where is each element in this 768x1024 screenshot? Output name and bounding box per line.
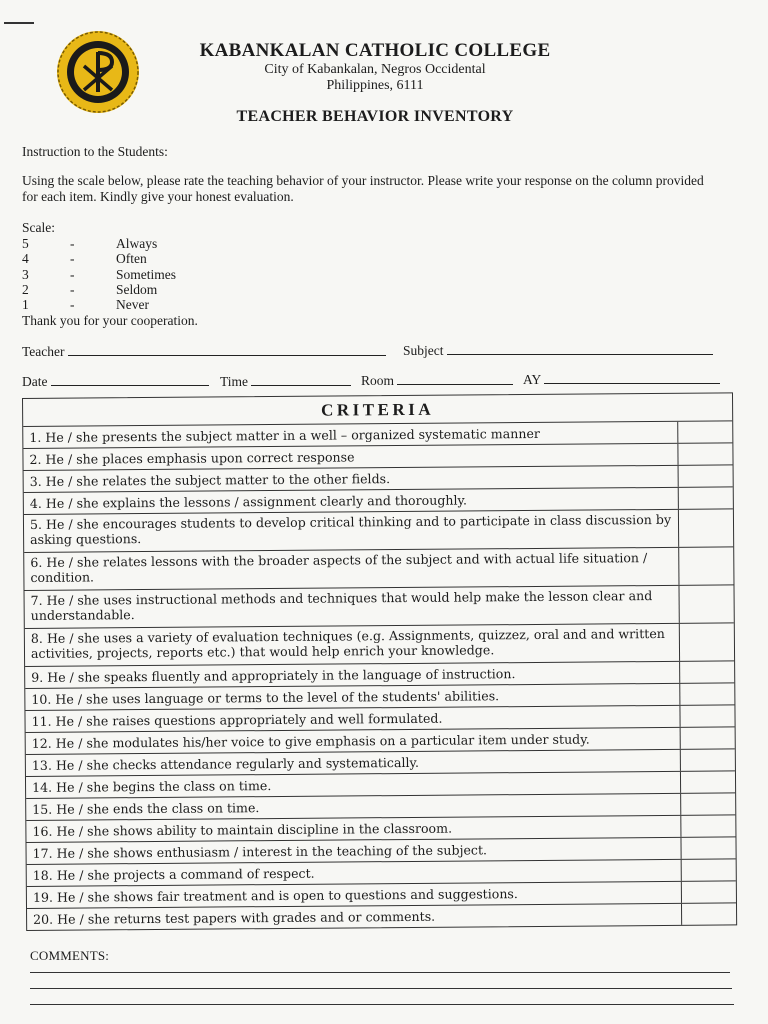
comments-label: COMMENTS:: [30, 948, 110, 963]
college-country: Philippines, 6111: [326, 78, 424, 93]
scale-item: [22, 282, 282, 297]
scale-value: 2: [22, 281, 29, 297]
scale-dash: -: [70, 281, 75, 297]
rating-cell[interactable]: [680, 793, 735, 814]
comment-line[interactable]: [30, 988, 732, 989]
instruction-heading: Instruction to the Students:: [22, 144, 168, 159]
form-title: TEACHER BEHAVIOR INVENTORY: [236, 108, 514, 125]
room-field[interactable]: [361, 372, 513, 389]
time-label: Time: [220, 374, 249, 389]
criteria-text: 20. He / she returns test papers with grades and or comments.: [33, 908, 436, 927]
date-label: Date: [22, 374, 48, 389]
subject-field[interactable]: [403, 342, 713, 359]
ay-blank[interactable]: [544, 371, 720, 384]
rating-cell[interactable]: [677, 421, 732, 442]
instruction-body: Using the scale below, please rate the teaching behavior of your instructor. Please write your response on the column provided for each item. Kindly give your honest evaluation.: [22, 173, 704, 204]
scale-dash: -: [70, 236, 75, 251]
criteria-text: 3. He / she relates the subject matter to the other fields.: [29, 471, 391, 489]
rating-cell[interactable]: [679, 683, 734, 704]
criteria-row: [27, 903, 736, 930]
criteria-text: 11. He / she raises questions appropriately and well formulated.: [31, 710, 443, 729]
criteria-text: 14. He / she begins the class on time.: [31, 778, 272, 795]
scale-meaning: Seldom: [116, 281, 158, 297]
criteria-text: 12. He / she modulates his/her voice to give emphasis on a particular item under study.: [31, 731, 590, 751]
scale-meaning: Always: [116, 236, 158, 251]
criteria-text: 18. He / she projects a command of respect.: [32, 865, 315, 883]
criteria-text: 8. He / she uses a variety of evaluation techniques (e.g. Assignments, quizzez, oral and and written activities, projects, reports etc.) that would help enrich your knowledge.: [30, 625, 665, 661]
rating-cell[interactable]: [678, 585, 733, 622]
scale-item: [22, 251, 282, 266]
criteria-text: 4. He / she explains the lessons / assignment clearly and thoroughly.: [29, 492, 468, 511]
teacher-blank[interactable]: [68, 343, 386, 356]
rating-cell[interactable]: [678, 509, 733, 546]
scale-value: 1: [22, 297, 29, 313]
criteria-row: [24, 547, 733, 591]
thanks-note: Thank you for your cooperation.: [22, 313, 198, 328]
comment-line[interactable]: [30, 972, 730, 973]
scale-label: Scale:: [22, 220, 55, 235]
scale-value: 5: [22, 236, 29, 251]
ay-label: AY: [523, 372, 541, 387]
criteria-text: 10. He / she uses language or terms to the level of the students' abilities.: [31, 688, 500, 707]
criteria-text: 13. He / she checks attendance regularly and systematically.: [31, 754, 420, 773]
rating-cell[interactable]: [678, 487, 733, 508]
criteria-text: 9. He / she speaks fluently and appropriately in the language of instruction.: [31, 666, 516, 685]
rating-cell[interactable]: [680, 749, 735, 770]
comment-line[interactable]: [30, 1004, 734, 1005]
scale-meaning: Sometimes: [116, 266, 176, 282]
criteria-row: [24, 509, 733, 553]
teacher-field[interactable]: [22, 343, 386, 360]
criteria-row: [25, 623, 734, 667]
criteria-text: 5. He / she encourages students to develop critical thinking and to participate in class discussion by asking questions.: [29, 511, 672, 547]
college-seal-icon: [56, 30, 140, 114]
date-field[interactable]: [22, 373, 209, 390]
rating-cell[interactable]: [677, 443, 732, 464]
rating-cell[interactable]: [680, 815, 735, 836]
rating-cell[interactable]: [678, 465, 733, 486]
scale-item: [22, 236, 282, 251]
criteria-row: [25, 585, 734, 629]
criteria-table: [22, 392, 737, 931]
college-city: City of Kabankalan, Negros Occidental: [264, 62, 486, 77]
date-blank[interactable]: [51, 373, 209, 386]
subject-blank[interactable]: [447, 342, 713, 355]
scale-meaning: Often: [116, 251, 147, 267]
room-blank[interactable]: [397, 372, 513, 385]
rating-cell[interactable]: [681, 881, 736, 902]
scale-dash: -: [70, 251, 75, 267]
scale-dash: -: [70, 266, 75, 282]
rating-cell[interactable]: [680, 837, 735, 858]
ay-field[interactable]: [523, 371, 720, 388]
criteria-text: 16. He / she shows ability to maintain discipline in the classroom.: [32, 820, 453, 839]
criteria-heading: CRITERIA: [23, 393, 732, 427]
rating-cell[interactable]: [681, 859, 736, 880]
rating-cell[interactable]: [679, 623, 734, 660]
criteria-text: 19. He / she shows fair treatment and is open to questions and suggestions.: [32, 886, 518, 905]
scale-dash: -: [70, 297, 75, 313]
criteria-text: 15. He / she ends the class on time.: [32, 800, 260, 817]
rating-cell[interactable]: [679, 705, 734, 726]
scale-item: [22, 267, 282, 282]
criteria-text: 7. He / she uses instructional methods and techniques that would help make the lesson clear and understandable.: [30, 588, 653, 623]
room-label: Room: [361, 373, 395, 388]
subject-label: Subject: [403, 343, 444, 358]
scale-item: [22, 297, 282, 312]
time-blank[interactable]: [251, 373, 351, 386]
scale-value: 3: [22, 266, 29, 282]
criteria-text: 2. He / she places emphasis upon correct response: [29, 449, 355, 467]
rating-cell[interactable]: [680, 727, 735, 748]
scale-meaning: Never: [116, 297, 149, 313]
scale-list: [22, 236, 282, 312]
rating-cell[interactable]: [678, 547, 733, 584]
teacher-label: Teacher: [22, 344, 65, 359]
rating-cell[interactable]: [680, 771, 735, 792]
corner-mark: [4, 22, 34, 24]
criteria-text: 1. He / she presents the subject matter in a well – organized systematic manner: [29, 425, 540, 445]
college-name: KABANKALAN CATHOLIC COLLEGE: [199, 40, 551, 61]
rating-cell[interactable]: [681, 903, 736, 924]
scale-value: 4: [22, 251, 29, 267]
letterhead: [150, 40, 600, 94]
criteria-text: 6. He / she relates lessons with the broader aspects of the subject and with actual life situation / condition.: [30, 550, 648, 585]
rating-cell[interactable]: [679, 661, 734, 682]
time-field[interactable]: [220, 373, 351, 390]
criteria-text: 17. He / she shows enthusiasm / interest in the teaching of the subject.: [32, 842, 488, 861]
